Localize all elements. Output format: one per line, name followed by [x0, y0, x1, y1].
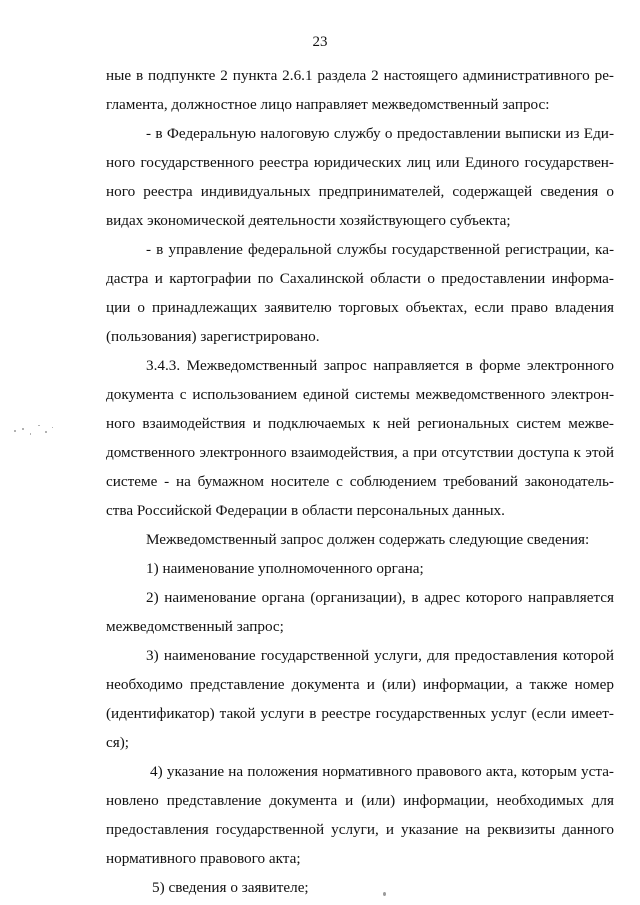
paragraph-start-line: 3.4.3. Межведомственный запрос направляется в форме электронного: [146, 357, 614, 374]
list-item-line: - в Федеральную налоговую службу о предоставлении выписки из Еди-: [146, 125, 614, 142]
text-line: предоставления государственной услуги, и указание на реквизиты данного: [106, 821, 614, 838]
text-line: документа с использованием единой системы межведомственного электрон-: [106, 386, 614, 403]
text-line: нормативного правового акта;: [106, 850, 301, 867]
page-number: 23: [312, 34, 328, 50]
list-item-line: - в управление федеральной службы государственной регистрации, ка-: [146, 241, 614, 258]
text-line: системе - на бумажном носителе с соблюдением требований законодатель-: [106, 473, 614, 490]
text-line: ного реестра индивидуальных предпринимателей, содержащей сведения о: [106, 183, 614, 200]
text-line: домственного электронного взаимодействия, а при отсутствии доступа к этой: [106, 444, 614, 461]
text-line: новлено представление документа и (или) информации, необходимых для: [106, 792, 614, 809]
list-item-line: 1) наименование уполномоченного органа;: [146, 560, 424, 577]
text-line: ся);: [106, 734, 130, 751]
scan-speck: [38, 425, 40, 426]
scan-speck: [383, 892, 386, 896]
scan-speck: [30, 433, 31, 435]
text-line: видах экономической деятельности хозяйствующего субъекта;: [106, 212, 511, 229]
scan-speck: [14, 430, 16, 432]
scan-speck: [45, 431, 47, 433]
text-line: гламента, должностное лицо направляет межведомственный запрос:: [106, 96, 550, 113]
text-line: ции о принадлежащих заявителю торговых объектах, если право владения: [106, 299, 614, 316]
paragraph-start-line: Межведомственный запрос должен содержать следующие сведения:: [146, 531, 590, 548]
list-item-line: 3) наименование государственной услуги, для предоставления которой: [146, 647, 614, 664]
text-line: необходимо представление документа и (или) информации, а также номер: [106, 676, 614, 693]
list-item-line: 5) сведения о заявителе;: [152, 879, 309, 896]
text-line: ного взаимодействия и подключаемых к ней региональных систем межве-: [106, 415, 614, 432]
text-line: ного государственного реестра юридических лиц или Единого государствен-: [106, 154, 614, 171]
text-line: (пользования) зарегистрировано.: [106, 328, 320, 345]
list-item-line: 4) указание на положения нормативного правового акта, которым уста-: [150, 763, 614, 780]
text-line: (идентификатор) такой услуги в реестре государственных услуг (если имеет-: [106, 705, 614, 722]
text-line: ства Российской Федерации в области персональных данных.: [106, 502, 505, 519]
scan-speck: [52, 427, 53, 428]
list-item-line: 2) наименование органа (организации), в адрес которого направляется: [146, 589, 614, 606]
text-line: межведомственный запрос;: [106, 618, 284, 635]
text-line: дастра и картографии по Сахалинской области о предоставлении информа-: [106, 270, 614, 287]
text-line: ные в подпункте 2 пункта 2.6.1 раздела 2 настоящего административного ре-: [106, 67, 614, 84]
scan-speck: [22, 428, 24, 430]
